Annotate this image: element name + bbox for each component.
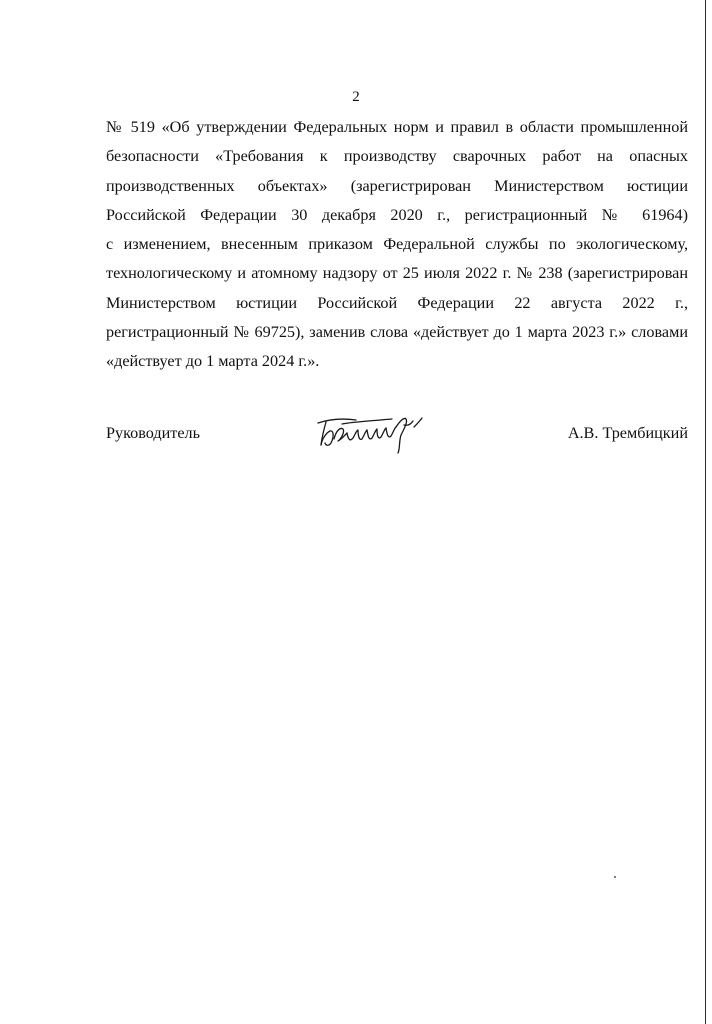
page-number: 2 xyxy=(352,89,360,105)
handwritten-signature xyxy=(312,409,436,455)
page-edge-line xyxy=(705,0,706,1024)
paragraph-line: «действует до 1 марта 2024 г.». xyxy=(106,352,320,371)
paragraph-line: Российской Федерации 30 декабря 2020 г., регистрационный № 61964) xyxy=(106,205,688,224)
paragraph-line: Министерством юстиции Российской Федерации 22 августа 2022 г., xyxy=(106,293,688,312)
paragraph-line: технологическому и атомному надзору от 25 июля 2022 г. № 238 (зарегистрирован xyxy=(106,264,688,283)
signer-name: А.В. Трембицкий xyxy=(567,424,688,442)
paragraph-line: № 519 «Об утверждении Федеральных норм и правил в области промышленной xyxy=(106,118,688,136)
paragraph-line: регистрационный № 69725), заменив слова «действует до 1 марта 2023 г.» словами xyxy=(106,323,688,342)
scan-speck xyxy=(614,876,616,878)
paragraph-line: производственных объектах» (зарегистрирован Министерством юстиции xyxy=(106,176,688,195)
signer-title: Руководитель xyxy=(106,424,201,442)
paragraph-line: безопасности «Требования к производству сварочных работ на опасных xyxy=(106,147,688,166)
paragraph-line: с изменением, внесенным приказом Федеральной службы по экологическому, xyxy=(106,235,688,254)
signature-block xyxy=(106,409,688,455)
order-paragraph xyxy=(106,113,688,377)
